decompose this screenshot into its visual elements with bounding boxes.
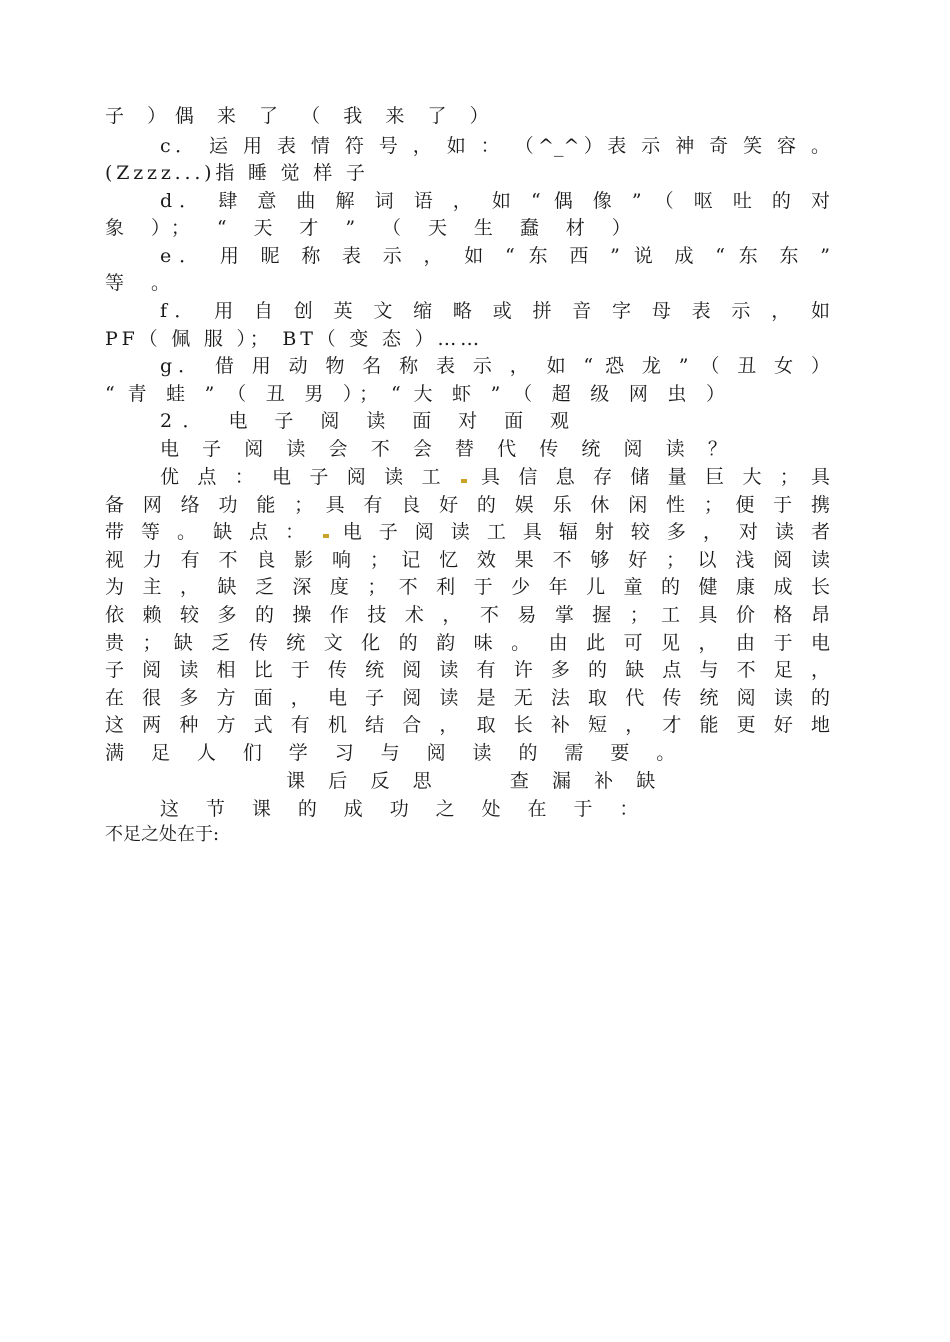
text-line-6: e． 用 昵 称 表 示 ， 如 “ 东 西 ” 说 成 “ 东 东 ” xyxy=(160,245,830,267)
text-line-27: 不足之处在于: xyxy=(105,824,220,845)
text-line-19: 依 赖 较 多 的 操 作 技 术 ， 不 易 掌 握 ； 工 具 价 格 昂 xyxy=(105,604,830,626)
text-segment: 电 子 阅 读 工 具 辐 射 较 多 ， 对 读 者 xyxy=(342,521,830,543)
text-line-7: 等 。 xyxy=(105,272,181,294)
text-line-14 xyxy=(160,465,830,489)
text-segment: 具 信 息 存 储 量 巨 大 ； 具 xyxy=(481,466,830,488)
section-heading-2: 2． 电 子 阅 读 面 对 面 观 xyxy=(160,410,580,432)
text-segment: 优 点 ： 电 子 阅 读 工 xyxy=(160,466,447,488)
text-line-5: 象 ）； “ 天 才 ” （ 天 生 蠢 材 ） xyxy=(105,217,642,239)
text-line-2: c． 运 用 表 情 符 号 ， 如 ： （^_^）表 示 神 奇 笑 容 。 xyxy=(160,135,830,157)
text-line-26: 这 节 课 的 成 功 之 处 在 于 ： xyxy=(160,798,649,820)
text-line-11: “ 青 蛙 ” （ 丑 男 ）； “ 大 虾 ” （ 超 级 网 虫 ） xyxy=(105,383,725,405)
text-line-9: PF（ 佩 服 ）； BT（ 变 态 ）…… xyxy=(105,328,483,350)
text-segment: 带 等 。 缺 点 ： xyxy=(105,521,310,543)
text-line-15: 备 网 络 功 能 ； 具 有 良 好 的 娱 乐 休 闲 性 ； 便 于 携 xyxy=(105,494,830,516)
text-line-22: 在 很 多 方 面 ， 电 子 阅 读 是 无 法 取 代 传 统 阅 读 的 xyxy=(105,687,830,709)
text-line-18: 为 主 ， 缺 乏 深 度 ； 不 利 于 少 年 儿 童 的 健 康 成 长 xyxy=(105,576,830,598)
text-line-3: (Zzzz...)指 睡 觉 样 子 xyxy=(105,162,369,184)
text-line-23: 这 两 种 方 式 有 机 结 合 ， 取 长 补 短 ， 才 能 更 好 地 xyxy=(105,714,830,736)
text-line-24: 满 足 人 们 学 习 与 阅 读 的 需 要 。 xyxy=(105,742,686,764)
text-line-1: 子 ）偶 来 了 （ 我 来 了 ） xyxy=(105,105,498,127)
text-line-13: 电 子 阅 读 会 不 会 替 代 传 统 阅 读 ？ xyxy=(160,438,736,460)
text-line-4: d． 肆 意 曲 解 词 语 ， 如 “ 偶 像 ” （ 呕 吐 的 对 xyxy=(160,190,830,212)
text-line-16 xyxy=(105,520,830,544)
highlight-mark xyxy=(461,479,467,483)
text-line-21: 子 阅 读 相 比 于 传 统 阅 读 有 许 多 的 缺 点 与 不 足 ， xyxy=(105,659,830,681)
text-line-10: g． 借 用 动 物 名 称 表 示 ， 如 “ 恐 龙 ” （ 丑 女 ） xyxy=(160,355,830,377)
text-line-8: f． 用 自 创 英 文 缩 略 或 拼 音 字 母 表 示 ， 如 xyxy=(160,300,830,322)
text-line-20: 贵 ； 缺 乏 传 统 文 化 的 韵 味 。 由 此 可 见 ， 由 于 电 xyxy=(105,632,830,654)
text-line-17: 视 力 有 不 良 影 响 ； 记 忆 效 果 不 够 好 ； 以 浅 阅 读 xyxy=(105,549,830,571)
highlight-mark xyxy=(323,534,329,538)
section-title-reflection: 课 后 反 思 查 漏 补 缺 xyxy=(286,770,664,792)
